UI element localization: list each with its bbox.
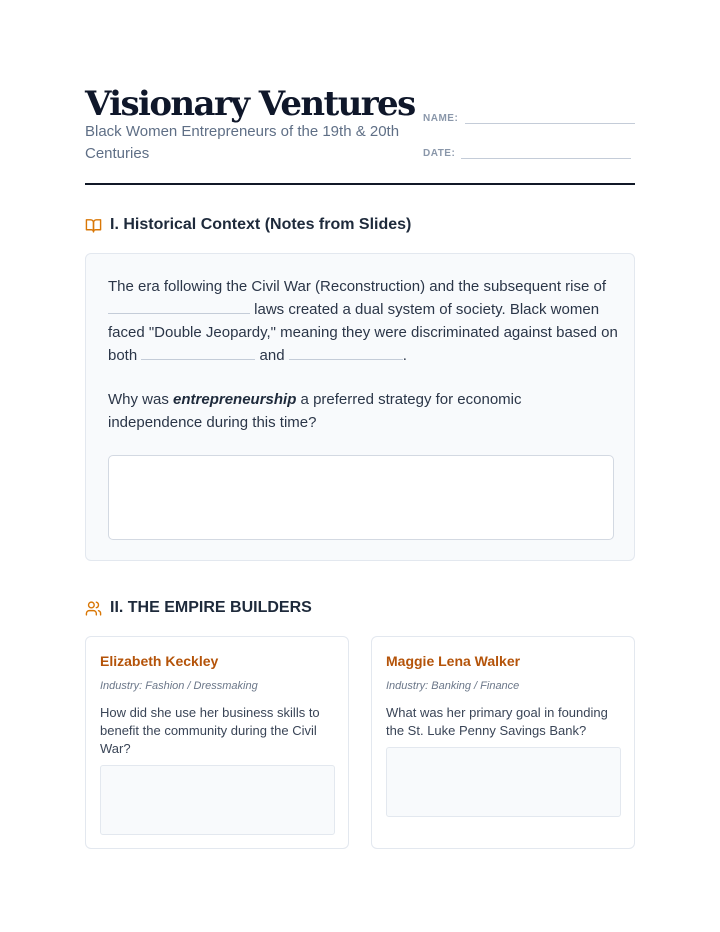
entrepreneurship-answer-box[interactable] xyxy=(108,455,614,540)
question-text-2: a preferred strategy for economic independence during this time? xyxy=(108,391,522,431)
context-paragraph xyxy=(108,275,618,367)
name-input-line[interactable] xyxy=(465,110,635,124)
context-text-4: . xyxy=(402,347,407,364)
section-1-title: I. Historical Context (Notes from Slides) xyxy=(110,216,412,233)
entrepreneur-card-keckley xyxy=(85,636,349,849)
users-icon xyxy=(85,600,102,617)
open-book-icon xyxy=(85,217,102,234)
entrepreneurship-question xyxy=(108,388,618,434)
date-field xyxy=(423,145,631,159)
fill-blank-discrimination-1[interactable] xyxy=(141,346,255,360)
context-text-1: The era following the Civil War (Reconstruction) and the subsequent rise of xyxy=(108,278,607,295)
entrepreneur-card-walker xyxy=(371,636,635,849)
question-emphasis: entrepreneurship xyxy=(173,391,297,408)
fill-blank-laws[interactable] xyxy=(108,300,250,314)
entrepreneur-answer-box[interactable] xyxy=(386,747,621,817)
page-title: Visionary Ventures xyxy=(85,84,415,124)
entrepreneur-name: Elizabeth Keckley xyxy=(100,653,219,669)
fill-blank-discrimination-2[interactable] xyxy=(289,346,403,360)
entrepreneur-question: What was her primary goal in founding the St. Luke Penny Savings Bank? xyxy=(386,705,608,738)
page-subtitle: Black Women Entrepreneurs of the 19th & 20th Centuries xyxy=(85,123,400,162)
context-text-3: and xyxy=(255,347,289,364)
entrepreneur-question: How did she use her business skills to benefit the community during the Civil War? xyxy=(100,705,320,756)
section-empire-builders-heading xyxy=(85,599,312,617)
entrepreneur-industry: Industry: Banking / Finance xyxy=(386,680,520,692)
name-field xyxy=(423,110,635,124)
entrepreneur-industry: Industry: Fashion / Dressmaking xyxy=(100,680,258,692)
section-2-title: II. THE EMPIRE BUILDERS xyxy=(110,599,312,616)
date-label: DATE: xyxy=(423,148,456,159)
worksheet-header xyxy=(85,84,635,185)
question-text-1: Why was xyxy=(108,391,174,408)
historical-context-box xyxy=(85,253,635,561)
name-label: NAME: xyxy=(423,113,459,124)
context-text-2: laws created a dual system of society. Black women faced "Double Jeopardy," meaning they were discriminated against based on both xyxy=(108,301,618,364)
entrepreneur-answer-box[interactable] xyxy=(100,765,335,835)
entrepreneur-name: Maggie Lena Walker xyxy=(386,653,521,669)
date-input-line[interactable] xyxy=(461,145,631,159)
section-historical-context-heading xyxy=(85,216,411,234)
